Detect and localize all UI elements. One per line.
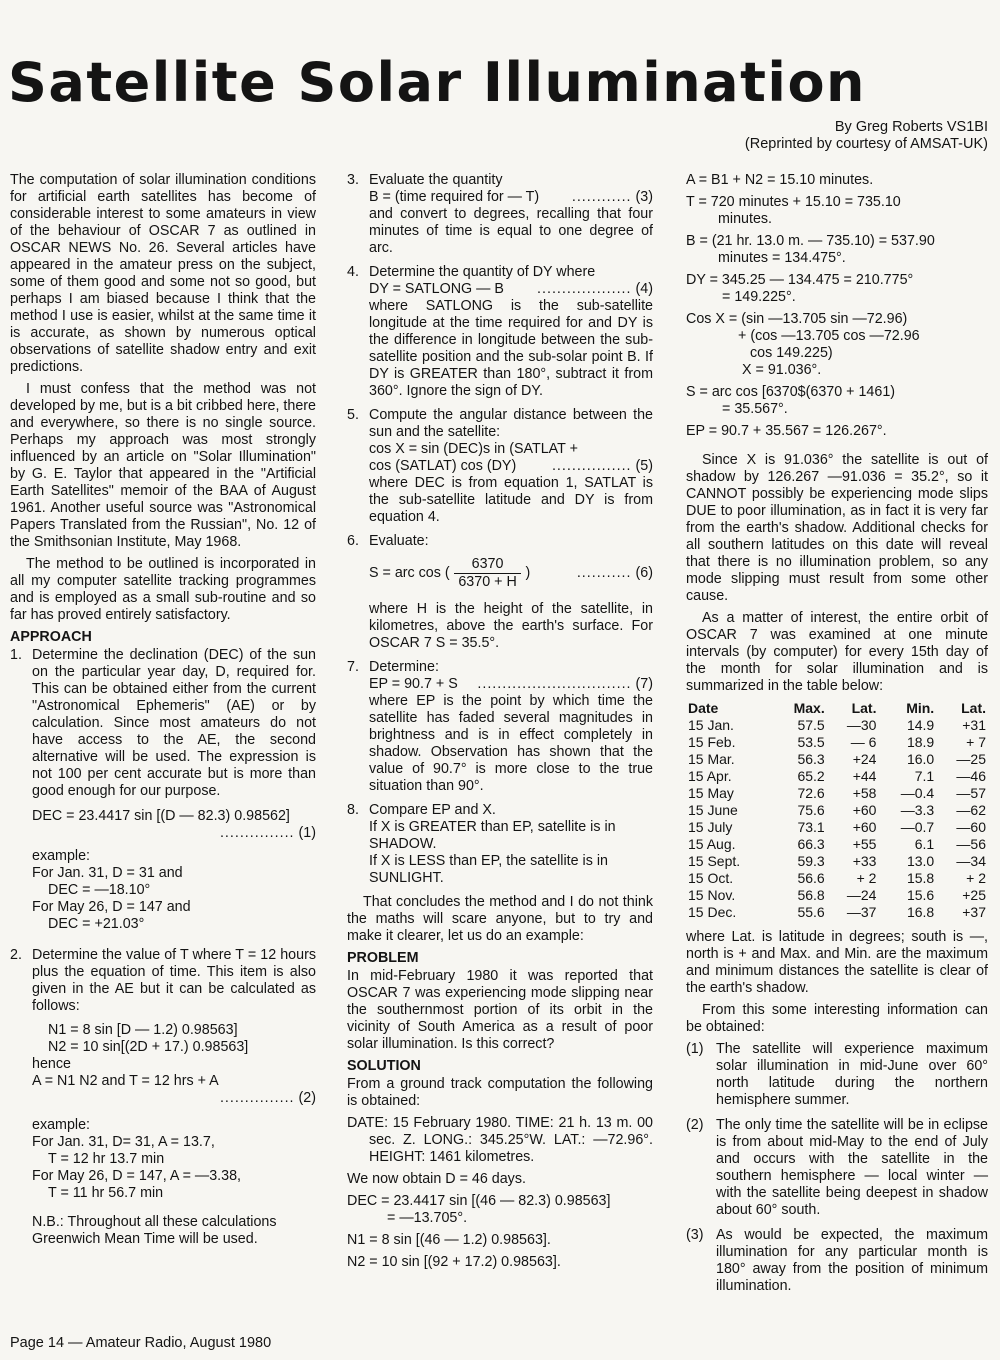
calc-line: EP = 90.7 + 35.567 = 126.267°.: [686, 423, 887, 439]
fraction-denominator: 6370 + H: [458, 574, 517, 590]
table-cell: —57: [956, 785, 986, 801]
calc-s: [686, 384, 988, 418]
step-text: where EP is the point by which time the satellite has faded several magnitudes in brightness and is in effect completely in shadow. Observation has shown that the value of 90.7° is more close to the true situation than 90°.: [369, 693, 653, 794]
data-line: DATE: 15 February 1980. TIME: 21 h. 13 m. 00 sec. Z. LONG.: 345.25°W. LAT.: —72.96°. HEIGHT: 1461 kilometres.: [347, 1115, 653, 1165]
point-text: The satellite will experience maximum solar illumination in mid-June over 60° north latitude during the northern hemisphere summer.: [716, 1041, 988, 1108]
column-header: Max.: [793, 700, 825, 716]
step-body: [369, 172, 653, 257]
table-cell: 15 Jan.: [688, 717, 734, 733]
calc-line: minutes.: [718, 211, 773, 227]
equation-lhs: S = arc cos (: [369, 565, 450, 581]
step-5: [347, 407, 653, 526]
step-text: Compute the angular distance between the sun and the satellite:: [369, 407, 653, 440]
paragraph: In mid-February 1980 it was reported that OSCAR 7 was experiencing mode slipping near the southernmost portion of its orbit in the vicinity of South America as a result of poor solar illumination. Is this correct?: [347, 968, 653, 1052]
paragraph: That concludes the method and I do not think the maths will scare anyone, but to try and make it clearer, let us do an example:: [347, 894, 653, 944]
table-row: [686, 751, 988, 768]
step-body: [369, 533, 653, 652]
step-body: [369, 407, 653, 526]
column-3: [686, 172, 988, 1302]
leader-dots: ...................: [537, 281, 632, 297]
step-text: where H is the height of the satellite, in kilometres, above the earth's surface. For OSCAR 7 S = 35.5°.: [369, 601, 653, 651]
example-line: T = 11 hr 56.7 min: [48, 1185, 164, 1201]
step-number: 7.: [347, 659, 359, 675]
table-cell: +31: [962, 717, 986, 733]
step-number: 8.: [347, 802, 359, 818]
equation-ref: (5): [635, 458, 653, 474]
table-cell: +60: [852, 802, 877, 818]
table-cell: 13.0: [906, 853, 935, 869]
table-cell: 18.9: [906, 734, 935, 750]
table-cell: 16.8: [906, 904, 935, 920]
page-footer: Page 14 — Amateur Radio, August 1980: [10, 1335, 272, 1351]
step-number: 3.: [347, 172, 359, 188]
equation-6: [369, 556, 653, 591]
table-cell: + 2: [966, 870, 986, 886]
equation-4: [369, 281, 653, 298]
leader-dots: ................: [551, 458, 632, 474]
calc-dec: [347, 1193, 653, 1227]
table-header-row: [686, 700, 988, 717]
equation-text: B = (time required for — T): [369, 189, 540, 205]
equation-line: N1 = 8 sin [D — 1.2) 0.98563]: [48, 1022, 238, 1038]
table-cell: 15 June: [688, 802, 738, 818]
calc-line: N1 = 8 sin [(46 — 1.2) 0.98563].: [347, 1232, 551, 1248]
table-cell: +24: [852, 751, 877, 767]
table-cell: 7.1: [914, 768, 935, 784]
point-number: (2): [686, 1117, 704, 1133]
step-number: 6.: [347, 533, 359, 549]
calc-line: + (cos —13.705 cos —72.96: [738, 328, 920, 344]
table-cell: 15 Nov.: [688, 887, 736, 903]
step-2: [10, 947, 316, 1015]
equation-ref: (2): [298, 1090, 316, 1106]
example-2: [10, 1117, 316, 1202]
equation-3: [369, 189, 653, 206]
example-line: DEC = +21.03°: [48, 916, 145, 932]
calc-line: = 149.225°.: [722, 289, 796, 305]
example-line: For Jan. 31, D= 31, A = 13.7,: [32, 1134, 215, 1150]
step-1: [10, 647, 316, 800]
step-body: [369, 659, 653, 795]
table-cell: + 7: [966, 734, 986, 750]
equation-text: DEC = 23.4417 sin [(D — 82.3) 0.98562]: [32, 808, 290, 824]
table-cell: 6.1: [914, 836, 935, 852]
table-row: [686, 819, 988, 836]
credit-line: (Reprinted by courtesy of AMSAT-UK): [744, 136, 988, 152]
table-cell: 15 Feb.: [688, 734, 736, 750]
table-cell: 15 Apr.: [688, 768, 732, 784]
paragraph: where Lat. is latitude in degrees; south is —, north is + and Max. and Min. are the maximum and minimum distances the satellite is clear of the earth's shadow.: [686, 929, 988, 996]
point-text: As would be expected, the maximum illumination for any particular month is 180° away from the position of minimum illumination.: [716, 1227, 988, 1294]
example-line: For Jan. 31, D = 31 and: [32, 865, 183, 881]
table-body: [686, 717, 988, 921]
table-cell: —30: [846, 717, 877, 733]
column-header: Min.: [906, 700, 935, 716]
table-row: [686, 853, 988, 870]
step-number: 1.: [10, 647, 22, 663]
leader-dots: ...............: [219, 825, 295, 841]
calc-line: DEC = 23.4417 sin [(46 — 82.3) 0.98563]: [347, 1193, 611, 1209]
example-line: For May 26, D = 147 and: [32, 899, 191, 915]
point-number: (3): [686, 1227, 704, 1243]
table-cell: 59.3: [797, 853, 825, 869]
example-label: example:: [32, 848, 91, 864]
section-heading-approach: APPROACH: [10, 629, 92, 645]
table-cell: —60: [956, 819, 986, 835]
table-cell: + 2: [856, 870, 877, 886]
table-cell: 16.0: [906, 751, 935, 767]
table-cell: —0.4: [900, 785, 935, 801]
step-number: 4.: [347, 264, 359, 280]
step-text: Determine the value of T where T = 12 hours plus the equation of time. This item is also given in the AE but it can be calculated as follows:: [32, 947, 316, 1014]
table-cell: 14.9: [906, 717, 935, 733]
step-text: Determine the declination (DEC) of the sun on the particular year day, D, required for. This can be obtained either from the current "Astronomical Ephemeris" (AE) or by calculation. Since most amateurs do not have access to the AE, the second alternative will be used. The expression is not 100 per cent accurate but is more than good enough for our purpose.: [32, 647, 316, 799]
step-number: 5.: [347, 407, 359, 423]
byline: [745, 119, 988, 153]
equation-line: A = N1 N2 and T = 12 hrs + A: [32, 1073, 219, 1089]
table-cell: 15.6: [906, 887, 935, 903]
table-cell: +33: [852, 853, 877, 869]
fraction: [454, 556, 522, 591]
equation-line: N2 = 10 sin[(2D + 17.) 0.98563]: [48, 1039, 249, 1055]
table-row: [686, 785, 988, 802]
table-cell: 15 July: [688, 819, 733, 835]
table-cell: 75.6: [797, 802, 825, 818]
step-8: [347, 802, 653, 887]
table-cell: —46: [956, 768, 986, 784]
point-3: [686, 1227, 988, 1295]
table-cell: —56: [956, 836, 986, 852]
table-cell: —25: [956, 751, 986, 767]
equation-ref-line: [32, 825, 316, 842]
calc-cos: [686, 311, 988, 379]
table-row: [686, 887, 988, 904]
table-cell: —0.7: [900, 819, 935, 835]
paragraph: Since X is 91.036° the satellite is out of shadow by 126.267 —91.036 = 35.2°, so it CANNOT possibly be experiencing mode slips DUE to poor illumination, as in fact it is very far from the earth's shadow. Additional checks for all southern latitudes on this date will reveal that there is no illumination problem, so any mode slipping must result from some other cause.: [686, 452, 988, 604]
note: N.B.: Throughout all these calculations Greenwich Mean Time will be used.: [32, 1214, 277, 1247]
equation-ref-line: [32, 1090, 316, 1107]
paragraph: I must confess that the method was not developed by me, but is a bit cribbed here, there and everywhere, so there is no single source. Perhaps my approach was most strongly influenced by an article on "Solar Illumination" by G. E. Taylor that appeared in the "Artificial Earth Satellites" memoir of the BAA of August 1961. Another useful source was "Astronomical Papers Translated from the Russian", No. 12 of the Smithsonian Institute, May 1968.: [10, 381, 316, 550]
table-cell: 66.3: [797, 836, 825, 852]
table-cell: 15 Sept.: [688, 853, 741, 869]
calc-line: A = B1 + N2 = 15.10 minutes.: [686, 172, 874, 188]
table-cell: +58: [852, 785, 877, 801]
column-header: Lat.: [851, 700, 877, 716]
example-line: T = 12 hr 13.7 min: [48, 1151, 165, 1167]
step-text: Determine the quantity of DY where: [369, 264, 596, 280]
table-row: [686, 904, 988, 921]
leader-dots: ............: [571, 189, 632, 205]
equation-5: [369, 458, 653, 475]
equation-text: cos (SATLAT) cos (DY): [369, 458, 517, 474]
step-number: 2.: [10, 947, 22, 963]
table-cell: 56.8: [797, 887, 825, 903]
equation-ref: (4): [635, 281, 653, 297]
equation-ref: (7): [635, 676, 653, 692]
step-text: Evaluate:: [369, 533, 429, 549]
calc-b: [686, 233, 988, 267]
table-cell: 56.6: [797, 870, 825, 886]
column-1: [10, 172, 316, 1253]
table-cell: —24: [846, 887, 877, 903]
equation-text: DY = SATLONG — B: [369, 281, 504, 297]
calc-line: minutes = 134.475°.: [718, 250, 846, 266]
paragraph: From this some interesting information can be obtained:: [686, 1002, 988, 1035]
table-cell: 56.3: [797, 751, 825, 767]
step-7: [347, 659, 653, 795]
point-1: [686, 1041, 988, 1109]
table-cell: 15 May: [688, 785, 734, 801]
point-2: [686, 1117, 988, 1219]
calc-line: X = 91.036°.: [742, 362, 822, 378]
table-cell: 53.5: [797, 734, 825, 750]
step-text: If X is LESS than EP, the satellite is in SUNLIGHT.: [369, 853, 608, 886]
point-number: (1): [686, 1041, 704, 1057]
table-row: [686, 802, 988, 819]
illumination-table: [686, 700, 988, 921]
step-text: Compare EP and X.: [369, 802, 496, 818]
table-cell: +60: [852, 819, 877, 835]
calc-line: Cos X = (sin —13.705 sin —72.96): [686, 311, 908, 327]
step-6: [347, 533, 653, 652]
equation-rhs: ): [525, 565, 531, 581]
example-line: For May 26, D = 147, A = —3.38,: [32, 1168, 242, 1184]
calc-line: cos 149.225): [750, 345, 833, 361]
step-body: [369, 802, 653, 887]
author-line: By Greg Roberts VS1BI: [834, 119, 988, 135]
table-cell: 72.6: [797, 785, 825, 801]
table-cell: —37: [846, 904, 877, 920]
table-cell: +55: [852, 836, 877, 852]
calc-line: B = (21 hr. 13.0 m. — 735.10) = 537.90: [686, 233, 935, 249]
step-4: [347, 264, 653, 400]
table-cell: —62: [956, 802, 986, 818]
step-body: [369, 264, 653, 400]
column-header: Date: [688, 700, 719, 716]
calc-line: DY = 345.25 — 134.475 = 210.775°: [686, 272, 914, 288]
equation-ref: (1): [298, 825, 316, 841]
table-cell: 57.5: [797, 717, 825, 733]
table-cell: 15 Dec.: [688, 904, 737, 920]
table-row: [686, 870, 988, 887]
step-text: Determine:: [369, 659, 439, 675]
calc-t: [686, 194, 988, 228]
equation-7: [369, 676, 653, 693]
example-1: [10, 848, 316, 933]
table-cell: +37: [962, 904, 986, 920]
table-cell: —34: [956, 853, 986, 869]
calc-line: = —13.705°.: [387, 1210, 468, 1226]
equation-ref: (3): [635, 189, 653, 205]
calc-line: We now obtain D = 46 days.: [347, 1171, 526, 1187]
intro-paragraph: The computation of solar illumination conditions for artificial earth satellites has become of considerable interest to some amateurs in view of the behaviour of OSCAR 7 as outlined in OSCAR NEWS No. 26. Several articles have appeared in the amateur press on the subject, some of them good and some not so good, but perhaps I am biased because I think that the method I use is easier, whilst at the same time it is accurate, as shown by numerous optical observations of satellite shadow entry and exit predictions.: [10, 172, 316, 375]
table-cell: 15 Mar.: [688, 751, 735, 767]
leader-dots: ...............: [219, 1090, 295, 1106]
fraction-numerator: 6370: [454, 556, 522, 574]
table-cell: — 6: [850, 734, 877, 750]
table-cell: 15 Aug.: [688, 836, 736, 852]
paragraph: The method to be outlined is incorporated in all my computer satellite tracking programmes and is employed as a small sub-routine and so far has proved entirely satisfactory.: [10, 556, 316, 623]
calc-line: T = 720 minutes + 15.10 = 735.10: [686, 194, 901, 210]
table-cell: 73.1: [797, 819, 825, 835]
table-cell: 15.8: [906, 870, 935, 886]
table-cell: 15 Oct.: [688, 870, 734, 886]
step-text: If X is GREATER than EP, satellite is in SHADOW.: [369, 819, 616, 852]
table-row: [686, 717, 988, 734]
paragraph: As a matter of interest, the entire orbit of OSCAR 7 was examined at one minute intervals (by computer) for every 15th day of the month for solar illumination and is summarized in the table below:: [686, 610, 988, 694]
calc-line: N2 = 10 sin [(92 + 17.2) 0.98563].: [347, 1254, 561, 1270]
equation-2: [10, 1022, 316, 1107]
section-heading-solution: SOLUTION: [347, 1058, 421, 1074]
table-cell: 65.2: [797, 768, 825, 784]
equation-text: EP = 90.7 + S: [369, 676, 458, 692]
table-row: [686, 734, 988, 751]
table-row: [686, 768, 988, 785]
calc-line: = 35.567°.: [722, 401, 788, 417]
column-header: Lat.: [961, 700, 986, 716]
table-row: [686, 836, 988, 853]
column-2: [347, 172, 653, 1276]
leader-dots: ...............................: [477, 676, 632, 692]
step-3: [347, 172, 653, 257]
article-title: Satellite Solar Illumination: [8, 51, 866, 114]
equation-1: [10, 808, 316, 842]
table-cell: 55.6: [797, 904, 825, 920]
step-text: and convert to degrees, recalling that four minutes of time is equal to one degree of arc.: [369, 206, 653, 256]
step-text: where SATLONG is the sub-satellite longitude at the time required for and DY is the difference in longitude between the sub-satellite position and the sub-solar point B. If DY is GREATER than 180°, subtract it from 360°. Ignore the sign of DY.: [369, 298, 653, 399]
equation-ref: (6): [635, 565, 653, 581]
step-text: Evaluate the quantity: [369, 172, 503, 188]
table-cell: —3.3: [900, 802, 935, 818]
calc-dy: [686, 272, 988, 306]
leader-dots: ...........: [576, 565, 632, 581]
step-text: where DEC is from equation 1, SATLAT is the sub-satellite latitude and DY is from equation 4.: [369, 475, 653, 525]
point-text: The only time the satellite will be in eclipse is from about mid-May to the end of July and occurs with the satellite in the southern hemisphere — local winter — with the satellite being deepest in shadow about 60° south.: [716, 1117, 988, 1218]
equation-line: hence: [32, 1056, 71, 1072]
example-line: DEC = —18.10°: [48, 882, 151, 898]
paragraph: From a ground track computation the following is obtained:: [347, 1076, 653, 1109]
equation-5-line: cos X = sin (DEC)s in (SATLAT +: [369, 441, 578, 457]
section-heading-problem: PROBLEM: [347, 950, 419, 966]
table-cell: +25: [962, 887, 986, 903]
example-label: example:: [32, 1117, 91, 1133]
calc-line: S = arc cos [6370$(6370 + 1461): [686, 384, 896, 400]
table-cell: +44: [852, 768, 877, 784]
